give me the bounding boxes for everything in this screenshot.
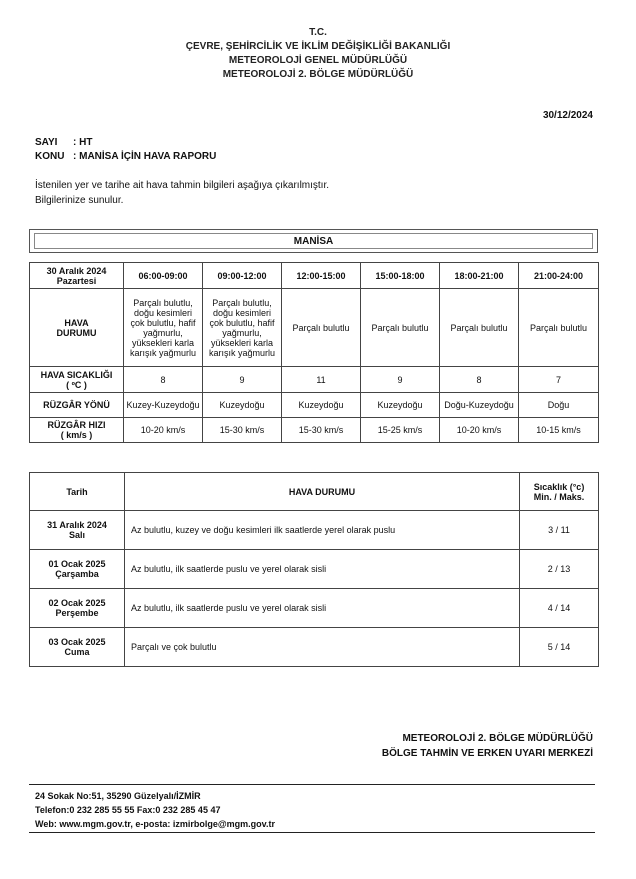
wind-speed-cell: 15-25 km/s: [361, 418, 440, 443]
report-date: 30/12/2024: [542, 110, 593, 121]
date-column-header: Tarih: [30, 473, 125, 511]
day-weekday: Perşembe: [55, 608, 99, 618]
hourly-header-row: [30, 263, 599, 289]
letterhead-line: T.C.: [309, 27, 327, 38]
day-cell: [30, 628, 125, 667]
day-temperature: 2 / 13: [520, 550, 599, 589]
table-row: [30, 511, 599, 550]
temperature-cell: 8: [124, 367, 203, 393]
wind-speed-cell: 10-20 km/s: [124, 418, 203, 443]
day-cell: [30, 589, 125, 628]
time-slot-header: 12:00-15:00: [282, 263, 361, 289]
signature-line: METEOROLOJİ 2. BÖLGE MÜDÜRLÜĞÜ: [402, 733, 593, 744]
wind-speed-cell: 15-30 km/s: [203, 418, 282, 443]
wind-direction-row: [30, 393, 599, 418]
hourly-weekday: Pazartesi: [56, 275, 97, 286]
city-title-box: [29, 229, 598, 253]
footer-phone: Telefon:0 232 285 55 55 Fax:0 232 285 45 47: [35, 805, 221, 815]
day-weekday: Cuma: [64, 647, 90, 657]
wind-direction-cell: Kuzeydoğu: [203, 393, 282, 418]
letterhead-line: METEOROLOJİ GENEL MÜDÜRLÜĞÜ: [228, 55, 408, 66]
wind-direction-cell: Doğu: [519, 393, 599, 418]
sayi-line: [35, 137, 92, 148]
time-slot-header: 18:00-21:00: [440, 263, 519, 289]
temperature-cell: 9: [203, 367, 282, 393]
day-weekday: Salı: [68, 530, 85, 540]
wind-speed-cell: 10-15 km/s: [519, 418, 599, 443]
wind-speed-cell: 10-20 km/s: [440, 418, 519, 443]
day-weather: Az bulutlu, kuzey ve doğu kesimleri ilk saatlerde yerel olarak puslu: [125, 511, 520, 550]
intro-line: İstenilen yer ve tarihe ait hava tahmin bilgileri aşağıya çıkarılmıştır.: [35, 180, 330, 191]
row-label: RÜZGÂR YÖNÜ: [30, 393, 124, 418]
day-temperature: 5 / 14: [520, 628, 599, 667]
temperature-cell: 8: [440, 367, 519, 393]
weather-cell: Parçalı bulutlu: [282, 289, 361, 367]
signature-line: BÖLGE TAHMİN VE ERKEN UYARI MERKEZİ: [381, 748, 593, 759]
temperature-cell: 9: [361, 367, 440, 393]
day-cell: [30, 511, 125, 550]
day-temperature: 4 / 14: [520, 589, 599, 628]
footer-divider: [29, 784, 595, 785]
row-label: [30, 367, 124, 393]
wind-speed-row: [30, 418, 599, 443]
temperature-row: [30, 367, 599, 393]
konu-label: KONU: [35, 151, 65, 162]
table-row: [30, 550, 599, 589]
wind-direction-cell: Doğu-Kuzeydoğu: [440, 393, 519, 418]
day-weather: Az bulutlu, ilk saatlerde puslu ve yerel olarak sisli: [125, 589, 520, 628]
row-label-line: ( ºC ): [66, 379, 87, 390]
weather-cell: Parçalı bulutlu, doğu kesimleri çok bulutlu, hafif yağmurlu, yüksekleri karla karışık yağmurlu: [203, 289, 282, 367]
day-date: 31 Aralık 2024: [47, 520, 107, 530]
wind-direction-cell: Kuzeydoğu: [361, 393, 440, 418]
hourly-day: 30 Aralık 2024: [46, 265, 107, 276]
daily-header-row: [30, 473, 599, 511]
wind-direction-cell: Kuzey-Kuzeydoğu: [124, 393, 203, 418]
table-row: [30, 628, 599, 667]
row-label-line: HAVA: [64, 317, 89, 328]
weather-row: [30, 289, 599, 367]
time-slot-header: 15:00-18:00: [361, 263, 440, 289]
footer-divider: [29, 832, 595, 833]
temperature-cell: 7: [519, 367, 599, 393]
day-date: 02 Ocak 2025: [48, 598, 106, 608]
letterhead: [0, 26, 636, 82]
time-slot-header: 09:00-12:00: [203, 263, 282, 289]
intro-text: [35, 178, 329, 208]
temperature-cell: 11: [282, 367, 361, 393]
sayi-value: : HT: [73, 137, 93, 148]
wind-speed-cell: 15-30 km/s: [282, 418, 361, 443]
day-date: 01 Ocak 2025: [48, 559, 106, 569]
letterhead-line: ÇEVRE, ŞEHİRCİLİK VE İKLİM DEĞİŞİKLİĞİ BAKANLIĞI: [185, 41, 451, 52]
footer-address: 24 Sokak No:51, 35290 Güzelyalı/İZMİR: [35, 791, 201, 801]
day-weather: Az bulutlu, ilk saatlerde puslu ve yerel olarak sisli: [125, 550, 520, 589]
temperature-column-header: [520, 473, 599, 511]
row-label: [30, 418, 124, 443]
sayi-label: SAYI: [35, 137, 58, 148]
hourly-forecast-table: [29, 262, 599, 443]
day-cell: [30, 550, 125, 589]
hourly-day-cell: [30, 263, 124, 289]
footer-web: Web: www.mgm.gov.tr, e-posta: izmirbolge@mgm.gov.tr: [35, 819, 275, 829]
day-date: 03 Ocak 2025: [48, 637, 106, 647]
row-label-line: DURUMU: [56, 327, 97, 338]
temperature-header-line: Min. / Maks.: [533, 491, 585, 502]
row-label-line: HAVA SICAKLIĞI: [40, 369, 113, 380]
time-slot-header: 06:00-09:00: [124, 263, 203, 289]
weather-cell: Parçalı bulutlu: [361, 289, 440, 367]
weather-cell: Parçalı bulutlu: [440, 289, 519, 367]
konu-value: : MANİSA İÇİN HAVA RAPORU: [73, 151, 217, 162]
temperature-header-line: Sıcaklık (°c): [533, 481, 585, 492]
city-title: MANİSA: [34, 233, 593, 249]
konu-line: [35, 151, 216, 162]
wind-direction-cell: Kuzeydoğu: [282, 393, 361, 418]
time-slot-header: 21:00-24:00: [519, 263, 599, 289]
row-label-line: ( km/s ): [60, 430, 93, 440]
daily-forecast-table: [29, 472, 599, 667]
day-temperature: 3 / 11: [520, 511, 599, 550]
weather-cell: Parçalı bulutlu, doğu kesimleri çok bulutlu, hafif yağmurlu, yüksekleri karla karışık yağmurlu: [124, 289, 203, 367]
row-label: [30, 289, 124, 367]
table-row: [30, 589, 599, 628]
intro-line: Bilgilerinize sunulur.: [35, 195, 124, 206]
day-weather: Parçalı ve çok bulutlu: [125, 628, 520, 667]
day-weekday: Çarşamba: [55, 569, 99, 579]
row-label-line: RÜZGÂR HIZI: [47, 420, 106, 430]
weather-cell: Parçalı bulutlu: [519, 289, 599, 367]
letterhead-line: METEOROLOJİ 2. BÖLGE MÜDÜRLÜĞÜ: [222, 69, 414, 80]
weather-column-header: HAVA DURUMU: [125, 473, 520, 511]
